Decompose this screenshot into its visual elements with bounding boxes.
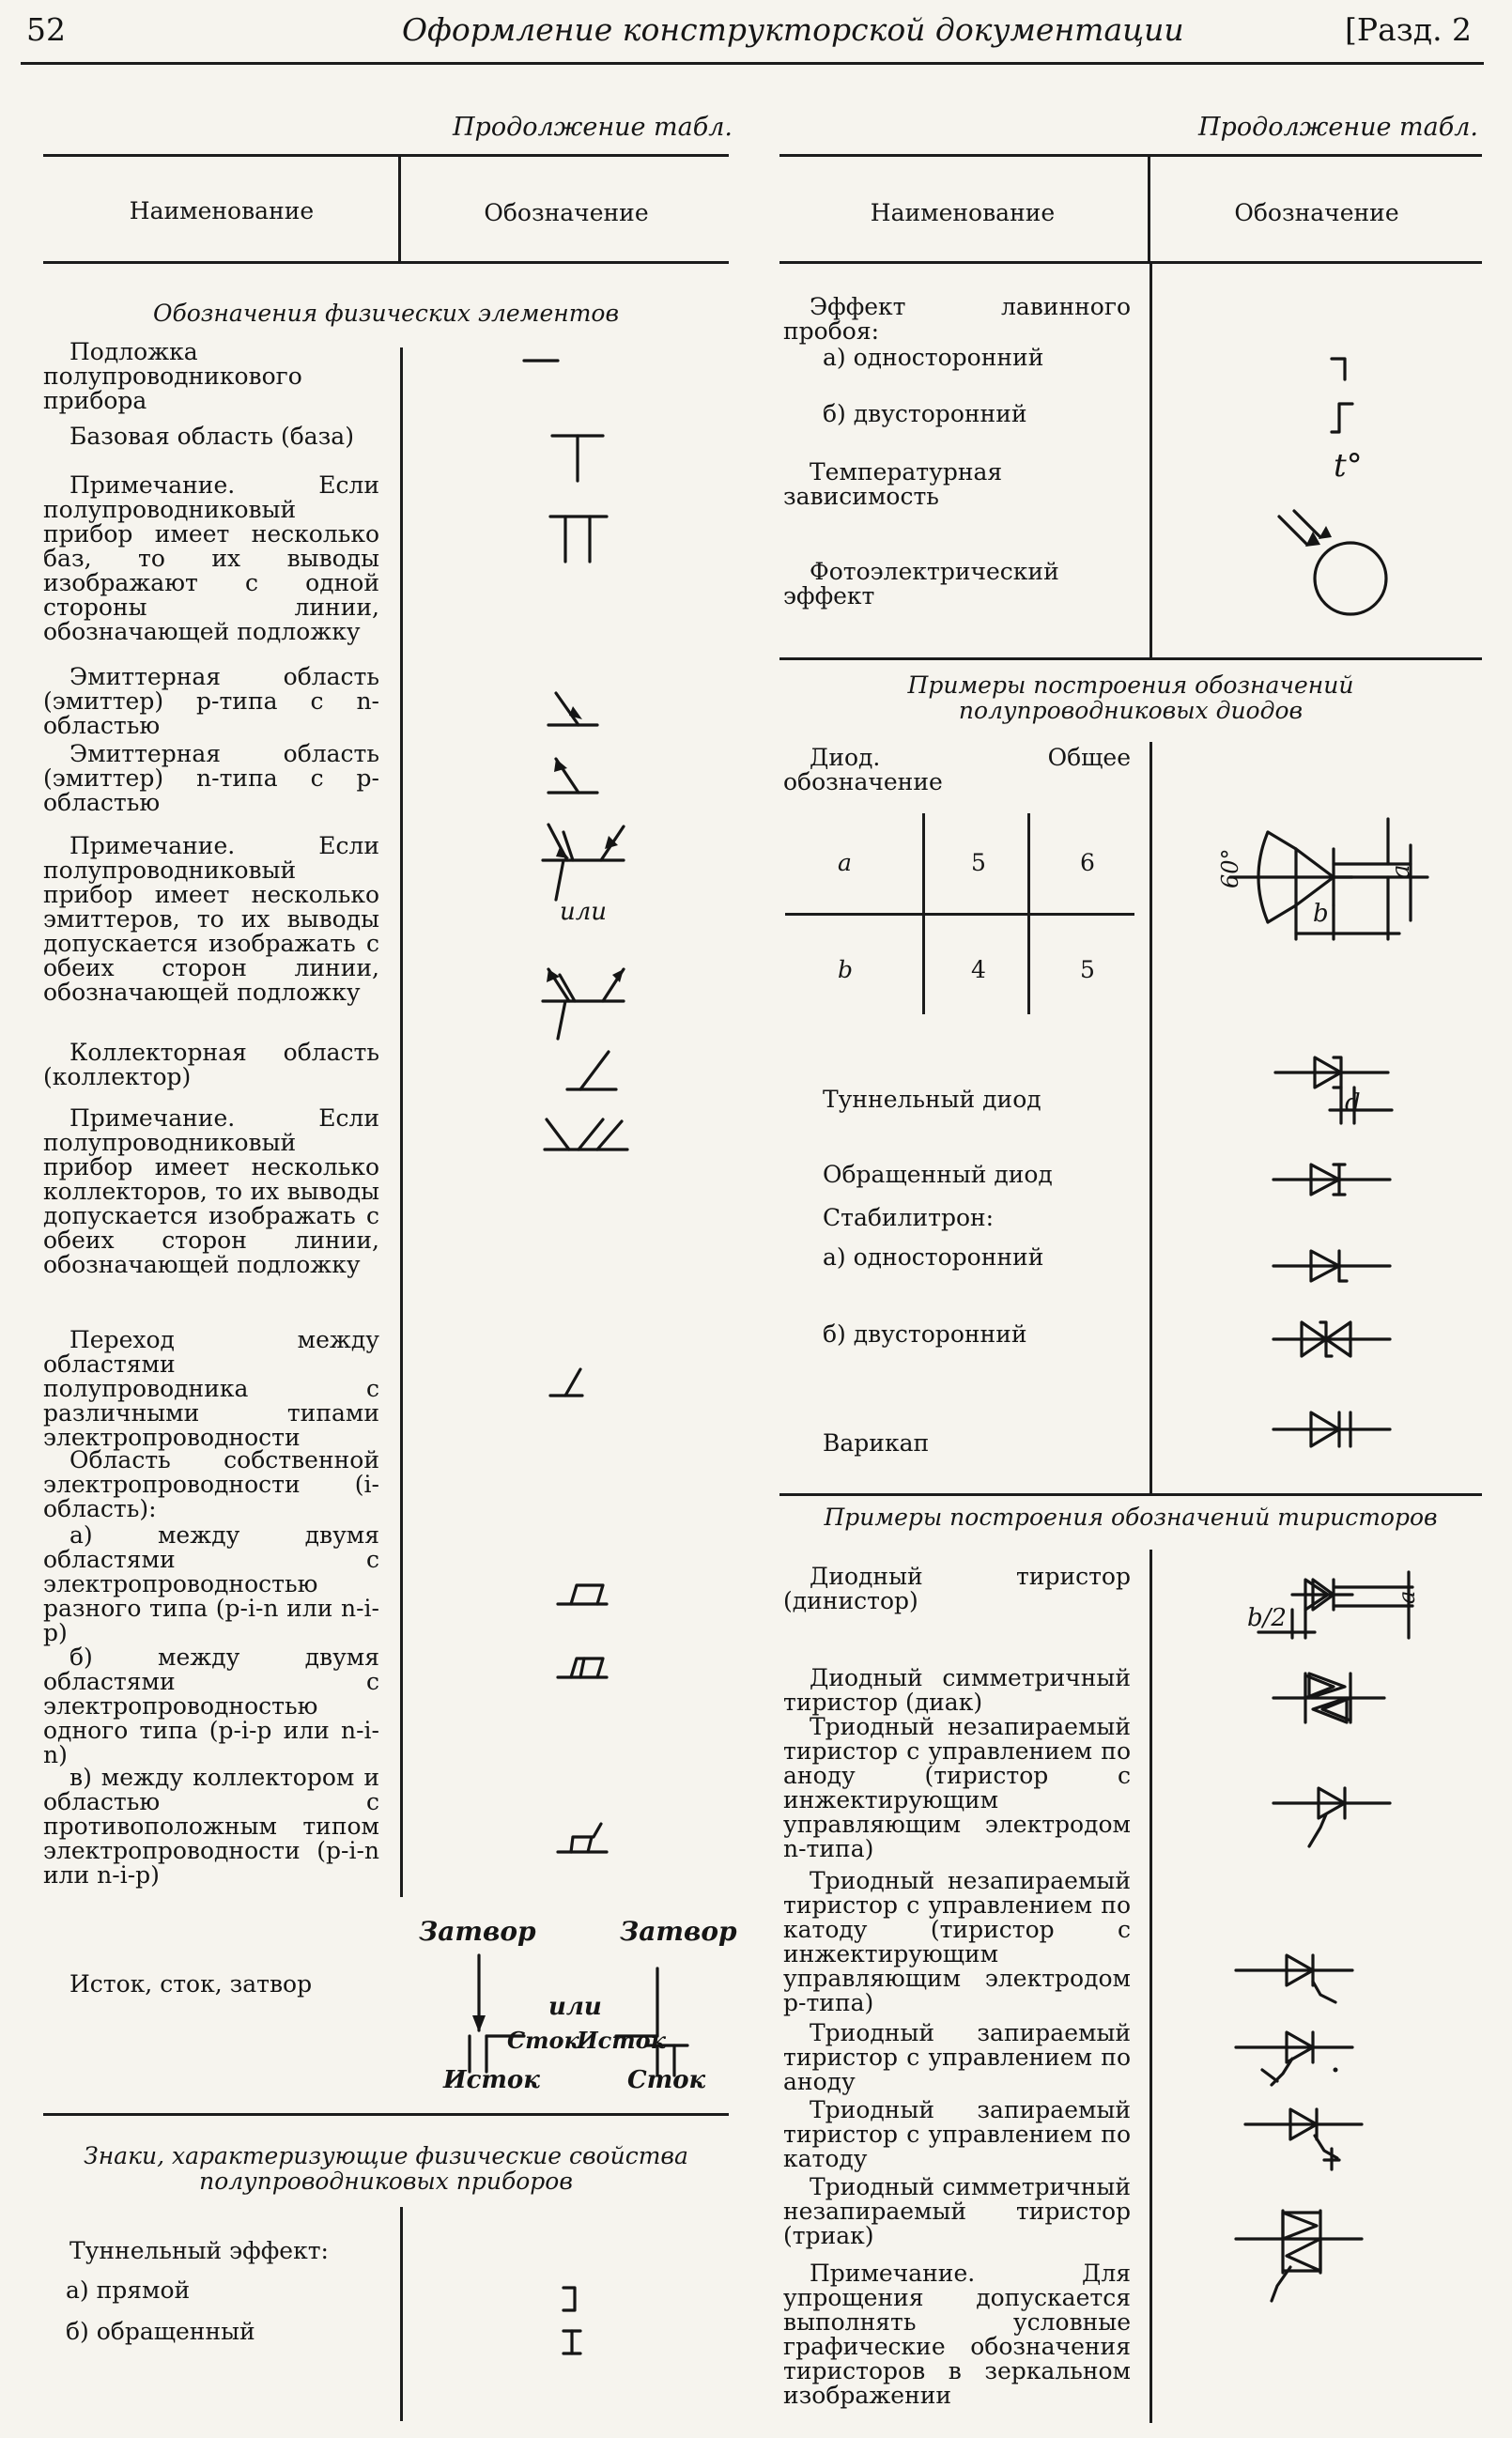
dim-row-a-v2: 6 — [1080, 849, 1095, 876]
item-collector: Коллекторная область (коллектор) — [43, 1039, 379, 1090]
dim-table-v2b — [1027, 915, 1030, 1014]
dim-angle-label-svg — [1213, 832, 1251, 898]
right-sec-diodes-rule — [779, 657, 1482, 660]
dim-table-v1b — [922, 915, 925, 1014]
right-col-name: Наименование — [870, 199, 1056, 226]
emitter-n-symbol — [535, 751, 610, 808]
dim-a-label-svg — [1386, 847, 1424, 885]
collector-symbol — [554, 1042, 629, 1099]
diac-symbol — [1268, 1666, 1399, 1732]
item-base: Базовая область (база) — [69, 423, 354, 450]
dim-table-v1a — [922, 813, 925, 913]
multi-emitter-symbol-2 — [526, 949, 639, 1052]
drain-label-1: Сток — [507, 2027, 579, 2054]
temperature-symbol: t° — [1334, 447, 1363, 485]
zener-two-sided-symbol — [1268, 1313, 1409, 1366]
intrinsic-b-symbol — [552, 1649, 618, 1687]
left-body-divider — [400, 347, 403, 1897]
dim-angle-label: 60° — [1217, 848, 1243, 888]
junction-symbol — [543, 1362, 599, 1409]
avalanche-one-sided-symbol — [1324, 349, 1362, 387]
dim-row-b-v2: 5 — [1080, 956, 1095, 983]
zener-one-sided-symbol — [1268, 1243, 1409, 1290]
item-intrinsic-a: а) между двумя областями с электропроводностью разного типа (p-i-n или n-i-p) — [43, 1521, 379, 1646]
item-tunnel-effect: Туннельный эффект: — [69, 2237, 329, 2264]
multi-base-symbol — [526, 507, 620, 573]
left-sec2-rule — [43, 2113, 729, 2116]
note-base: Примечание. Если полупроводниковый прибор имеет несколько баз, то их выводы изображают с одной стороны линии, обозначающей подложку — [43, 471, 379, 645]
note-collector: Примечание. Если полупроводниковый прибор имеет несколько коллекторов, то их выводы допускается изображать с обеих сторон линии, обозначающей подложку — [43, 1104, 379, 1278]
intrinsic-c-symbol — [552, 1820, 618, 1861]
source-label-1: Исток — [443, 2066, 540, 2094]
item-zener-two-sided: б) двусторонний — [823, 1320, 1027, 1348]
ili-emitter: или — [560, 898, 608, 926]
item-diac: Диодный симметричный тиристор (диак) — [783, 1664, 1131, 1716]
dim-row-a-label: a — [838, 849, 852, 876]
left-col-symbol: Обозначение — [484, 199, 649, 226]
section-physical-properties: Знаки, характеризующие физические свойства полупроводниковых приборов — [84, 2142, 688, 2195]
tunnel-direct-symbol — [554, 2280, 592, 2318]
dim-table-v2a — [1027, 813, 1030, 913]
right-body-divider-2 — [1149, 742, 1152, 1493]
item-intrinsic-b: б) между двумя областями с электропроводностью одного типа (p-i-p или n-i-n) — [43, 1643, 379, 1768]
dim-b-label: b — [1313, 900, 1329, 928]
varicap-symbol — [1268, 1403, 1409, 1456]
item-tunnel-reversed: б) обращенный — [66, 2318, 255, 2345]
base-symbol — [526, 423, 620, 498]
gate-label-1: Затвор — [419, 1916, 536, 1947]
triode-anode-symbol — [1268, 1777, 1399, 1852]
gto-cathode-symbol — [1240, 2094, 1381, 2179]
tunnel-diode-symbol — [1268, 1052, 1409, 1136]
item-backward-diode: Обращенный диод — [823, 1161, 1053, 1188]
right-body-divider-3 — [1149, 1550, 1152, 2423]
right-continuation: Продолжение табл. — [1198, 113, 1479, 142]
page-title: Оформление конструкторской документации — [402, 11, 1184, 48]
drain-label-2: Сток — [627, 2066, 706, 2094]
dim-row-b-v1: 4 — [971, 956, 986, 983]
photoelectric-symbol — [1268, 507, 1409, 629]
avalanche-two-sided-symbol — [1324, 396, 1362, 443]
emitter-p-symbol — [535, 684, 610, 740]
dinistor-dim-a: a — [1394, 1590, 1420, 1604]
item-varicap: Варикап — [823, 1429, 930, 1457]
left-sec2-divider — [400, 2207, 403, 2421]
gate-label-2: Затвор — [620, 1916, 737, 1947]
item-triode-cathode: Триодный незапираемый тиристор с управлением по катоду (тиристор с инжектирующим управляющим электродом p-типа) — [783, 1867, 1131, 2016]
item-tunnel-diode: Туннельный диод — [823, 1086, 1041, 1113]
gto-anode-symbol — [1230, 2019, 1371, 2094]
item-triac: Триодный симметричный незапираемый тиристор (триак) — [783, 2173, 1131, 2249]
header-rule — [21, 62, 1484, 65]
section-diodes: Примеры построения обозначений полупроводниковых диодов — [907, 671, 1354, 724]
dim-row-b-label: b — [838, 956, 854, 983]
note-emitter: Примечание. Если полупроводниковый прибор имеет несколько эмиттеров, то их выводы допускается изображать с обеих сторон линии, обозначающей подложку — [43, 832, 379, 1006]
right-sec-thyristors-rule — [779, 1493, 1482, 1496]
note-mirror: Примечание. Для упрощения допускается выполнять условные графические обозначения тиристоров в зеркальном изображении — [783, 2260, 1131, 2409]
item-emitter-n: Эмиттерная область (эмиттер) n-типа с p-областью — [43, 740, 379, 816]
left-head-top-rule — [43, 154, 729, 157]
item-avalanche-b: б) двусторонний — [823, 400, 1027, 427]
ili-fet: или — [548, 1993, 602, 2021]
section-physical-elements: Обозначения физических элементов — [152, 300, 620, 327]
left-col-name: Наименование — [129, 197, 315, 224]
multi-collector-symbol — [535, 1108, 639, 1174]
item-zener: Стабилитрон: — [823, 1204, 995, 1231]
intrinsic-a-symbol — [552, 1576, 618, 1613]
item-dinistor: Диодный тиристор (динистор) — [783, 1563, 1131, 1614]
tunnel-reversed-symbol — [554, 2323, 592, 2361]
item-avalanche: Эффект лавинного пробоя: — [783, 293, 1131, 345]
item-substrate: Подложка полупроводникового прибора — [43, 338, 302, 414]
dim-b-half-label: b/2 — [1247, 1604, 1287, 1632]
triode-cathode-symbol — [1230, 1944, 1371, 2010]
item-junction: Переход между областями полупроводника с различными типами электропроводности — [43, 1326, 379, 1451]
backward-diode-symbol — [1268, 1157, 1409, 1204]
dim-table-h — [785, 913, 1134, 916]
page-number: 52 — [26, 11, 66, 48]
dim-d-label: d — [1345, 1089, 1361, 1118]
item-intrinsic-c: в) между коллектором и областью с противоположным типом электропроводности (p-i-n или n-i-p) — [43, 1764, 379, 1889]
item-source-drain-gate: Исток, сток, затвор — [69, 1970, 313, 1998]
right-head-divider — [1148, 156, 1150, 261]
item-triode-anode: Триодный незапираемый тиристор с управлением по аноду (тиристор с инжектирующим управляющим электродом n-типа) — [783, 1713, 1131, 1862]
section-label: [Разд. 2 — [1345, 11, 1473, 48]
item-gto-cathode: Триодный запираемый тиристор с управлением по катоду — [783, 2096, 1131, 2172]
right-col-symbol: Обозначение — [1234, 199, 1399, 226]
substrate-symbol — [488, 338, 601, 376]
item-photo-effect: Фотоэлектрический эффект — [783, 558, 1059, 610]
item-avalanche-a: а) односторонний — [823, 344, 1044, 371]
item-diode-general: Диод. Общее обозначение — [783, 744, 1131, 795]
right-head-top-rule — [779, 154, 1482, 157]
item-intrinsic: Область собственной электропроводности (i-область): — [43, 1446, 379, 1522]
item-tunnel-direct: а) прямой — [66, 2276, 191, 2304]
item-zener-one-sided: а) односторонний — [823, 1243, 1044, 1271]
left-head-bottom-rule — [43, 261, 729, 264]
dim-a-label: a — [1387, 864, 1415, 879]
right-head-bottom-rule — [779, 261, 1482, 264]
right-body-divider-1 — [1149, 263, 1152, 657]
left-head-divider — [398, 156, 401, 261]
dinistor-dim-a-svg — [1394, 1574, 1422, 1612]
item-gto-anode: Триодный запираемый тиристор с управлением по аноду — [783, 2019, 1131, 2095]
dim-row-a-v1: 5 — [971, 849, 986, 876]
item-emitter-p: Эмиттерная область (эмиттер) p-типа с n-областью — [43, 663, 379, 739]
item-temperature: Температурная зависимость — [783, 458, 1003, 510]
section-thyristors: Примеры построения обозначений тиристоров — [824, 1504, 1438, 1531]
triac-symbol — [1230, 2198, 1381, 2310]
left-continuation: Продолжение табл. — [453, 113, 733, 142]
source-label-2: Исток — [577, 2027, 666, 2054]
